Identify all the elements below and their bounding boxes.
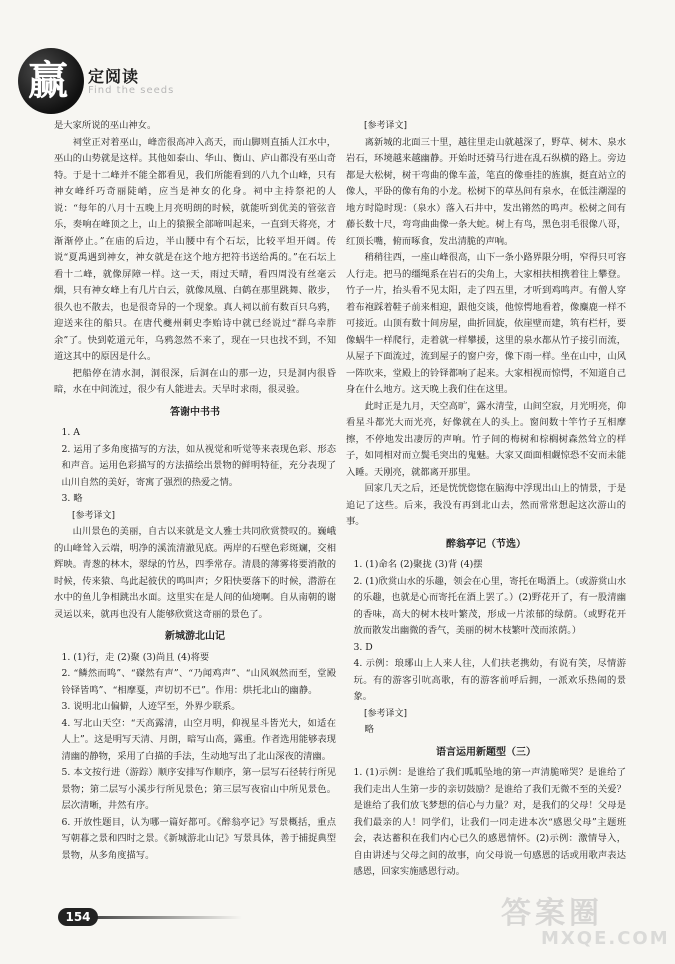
watermark-url: MXQE.COM [541,928,670,949]
brand-logo-char: 赢 [28,57,68,104]
answer-item: 2. 运用了多角度描写的方法，如从视觉和听觉等来表现色彩、形态和声音。运用色彩描写的方法描绘出景物的鲜明特征，充分表现了山川自然的美好，寄寓了强烈的热爱之情。 [61,443,336,488]
left-column [54,118,336,864]
answer-item: 1. A [61,427,80,438]
reference-translation-label: [参考译文] [72,510,116,521]
paragraph: 稍稍往西，一座山峰很高，山下一条小路界限分明，窄得只可容人行走。把马的缰绳系在岩石的尖角上，大家相扶相携着往上攀登。竹子一片，抬头看不见太阳，走了四五里，才听到鸡鸣声。有僧人穿着布袍踩着鞋子前来相迎，跟他交谈，他惊愕地看着，像麋鹿一样不可接近。山顶有数十间房屋，曲折回旋，依崖壁而建，筑有栏杆，要像蜗牛一样爬行，走着就一样攀援，这里的泉水都从竹子接引而流，从屋子下面流过，流到屋子的窗户旁，像下雨一样。坐在山中，山风一阵吹来，堂殿上的铃铎都响了起来。大家相视而惊愕，不知道自己身在什么地方。这天晚上我们住在这里。 [346,252,626,395]
section-title: 新城游北山记 [165,631,225,642]
book-series-title: 定阅读 [88,67,140,86]
answer-item: 3. 说明北山偏僻，人迹罕至，外界少联系。 [61,701,241,712]
answer-item: 2. “鳞然而鸣”、“磔然有声”、“乃闻鸡声”、“山风飒然而至，堂殿铃铎皆鸣”、“相摩戛，声切切不已”。作用：烘托北山的幽静。 [61,668,336,696]
brand-logo [18,48,84,114]
answer-item: 2. (1)欣赏山水的乐趣，领会在心里，寄托在喝酒上。（或游赏山水的乐趣，也就是心而寄托在酒上罢了。）(2)野花开了，有一股清幽的香味，高大的树木枝叶繁茂，形成一片浓郁的绿荫。（或野花开放而散发出幽微的香气，美丽的树木枝繁叶茂而浓荫。） [353,575,626,636]
paragraph: 此时正是九月，天空高旷，露水清莹，山间空寂，月光明亮，仰看星斗都光大而光亮，好像就在人的头上。窗间数十竿竹子互相摩擦，不停地发出凄厉的声响。竹子间的梅树和棕榈树森然耸立的样子，如同相对而立鬓毛突出的鬼魅。大家又面面相觑惊恐不安而未能入睡。天刚亮，就都离开那里。 [346,400,626,478]
page-number: 154 [58,908,98,926]
answer-item: 4. 示例：琅琊山上人来人往，人们扶老携幼，有说有笑，尽情游玩。有的游客引吭高歌，有的游客前呼后拥，一派欢乐热闹的景象。 [353,658,626,702]
watermark [501,888,670,958]
answer-item: 3. 略 [61,493,83,504]
paragraph: 回家几天之后，还是恍恍惚惚在脑海中浮现出山上的情景，于是追记了这些。后来，我没有再到北山去，然而常常想起这次游山的事。 [346,483,626,527]
answer-item: 4. 写北山天空：“天高露清，山空月明，仰视星斗皆光大，如适在人上”。这是明写天清、月朗，暗写山高，露重。作者选用能够表现清幽的静物，采用了白描的手法，生动地写出了北山深夜的清幽。 [61,717,336,762]
right-column [346,118,626,881]
section-title: 醉翁亭记（节选） [446,538,526,550]
watermark-text: 答案圈 [501,896,603,931]
answer-item: 3. D [353,641,373,653]
paragraph: 略 [364,724,374,735]
paragraph: 离新城的北面三十里，越往里走山就越深了，野草、树木、泉水岩石，环境越来越幽静。开始时还骑马行进在乱石纵横的路上。旁边都是大松树，树干弯曲的像车盖，笔直的像垂挂的旌旗，挺直站立的像人，平卧的像有角的小龙。松树下的草丛间有泉水，在低洼潮湿的地方时隐时现：（泉水）落入石井中，发出锵然的鸣声。松树之间有藤长数十尺，弯弯曲曲像一条大蛇。树上有鸟，黑色羽毛很像八哥，红顶长嘴，俯而啄食，发出清脆的声响。 [346,136,626,247]
answer-item: 1. (1)示例：是谁给了我们呱呱坠地的第一声清脆啼哭？是谁给了我们走出人生第一步的亲切鼓励？是谁给了我们无微不至的关爱？是谁给了我们放飞梦想的信心与力量？对，是我们的父母！父母是我们最亲的人！同学们，让我们一同走进本次“感恩父母”主题班会，表达蓄积在我们内心已久的感恩情怀。(2)示例：激情导入，自由讲述与父母之间的故事，向父母说一句感恩的话或用歌声表达感恩，回家实施感恩行动。 [353,767,626,877]
answer-item: 6. 开放性题目，认为哪一篇好都可。《醉翁亭记》写景概括，重点写朝暮之景和四时之景。《新城游北山记》写景具体，善于捕捉典型景物，从多角度描写。 [61,816,336,861]
paragraph: 把船停在清水洞，洞很深，后洞在山的那一边，只是洞内很昏暗，水在中间流过，很少有人能进去。天旱时求雨，很灵验。 [54,367,336,395]
section-title: 答谢中书书 [170,406,220,418]
paragraph: 是大家所说的巫山神女。 [54,120,157,131]
page-header [18,48,278,118]
answer-item: 5. 本文按行进（游踪）顺序安排写作顺序，第一层写石径转行所见景物；第二层写小溪步行所见景色；第三层写夜宿山中所见景色。层次清晰，井然有序。 [61,767,336,811]
answer-item: 1. (1)行，走 (2)聚 (3)尚且 (4)将要 [61,651,210,663]
reference-translation-label: [参考译文] [364,708,408,719]
section-title: 语言运用新题型（三） [436,746,536,758]
paragraph: 祠堂正对着巫山，峰峦很高冲入高天，而山脚则直插人江水中，巫山的山势就是这样。其他如泰山、华山、衡山、庐山都没有巫山奇特。于是十二峰并不能全都看见，我们所能看到的八九个山峰，只有神女峰纤巧奇丽陡峭，应当是神女的化身。祠中主持祭祀的人说：“每年的八月十五晚上月亮明朗的时候，就能听到优美的管弦音乐，奏响在峰顶之上，山上的猿猴全部啼叫起来，一直到天将亮，才渐渐停止。”在庙的后边，半山腰中有个石坛，比较平坦开阔。传说“夏禹遇到神女，神女就是在这个地方把符书送给禹的。”在石坛上看十二峰，就像屏障一样。这一天，雨过天晴，看四周没有丝毫云烟，只有神女峰上有几片白云，就像凤凰、白鹤在那里跳舞、散步，很久也不散去，也是很奇异的一个现象。真人祠以前有数百只乌鸦，迎送来往的船只。在唐代夔州刺史李贻诗中就已经说过“群乌幸胙余”了。快到乾道元年，乌鸦忽然不来了，现在一只也找不到，不知道这其中的原因是什么。 [54,136,336,362]
reference-translation-label: [参考译文] [364,121,408,131]
answer-item: 1. (1)命名 (2)聚拢 (3)背 (4)摆 [353,559,483,570]
page-number-bar [92,916,242,919]
book-series-subtitle: Find the seeds [88,85,175,96]
paragraph: 山川景色的美丽，自古以来就是文人雅士共同欣赏赞叹的。巍峨的山峰耸入云端，明净的溪流清澈见底。两岸的石壁色彩斑斓，交相辉映。青葱的林木，翠绿的竹丛，四季常存。清晨的薄雾将要消散的时候，传来猿、鸟此起彼伏的鸣叫声；夕阳快要落下的时候，潜游在水中的鱼儿争相跳出水面。这里实在是人间的仙境啊。自从南朝的谢灵运以来，就再也没有人能够欣赏这奇丽的景色了。 [54,526,336,620]
